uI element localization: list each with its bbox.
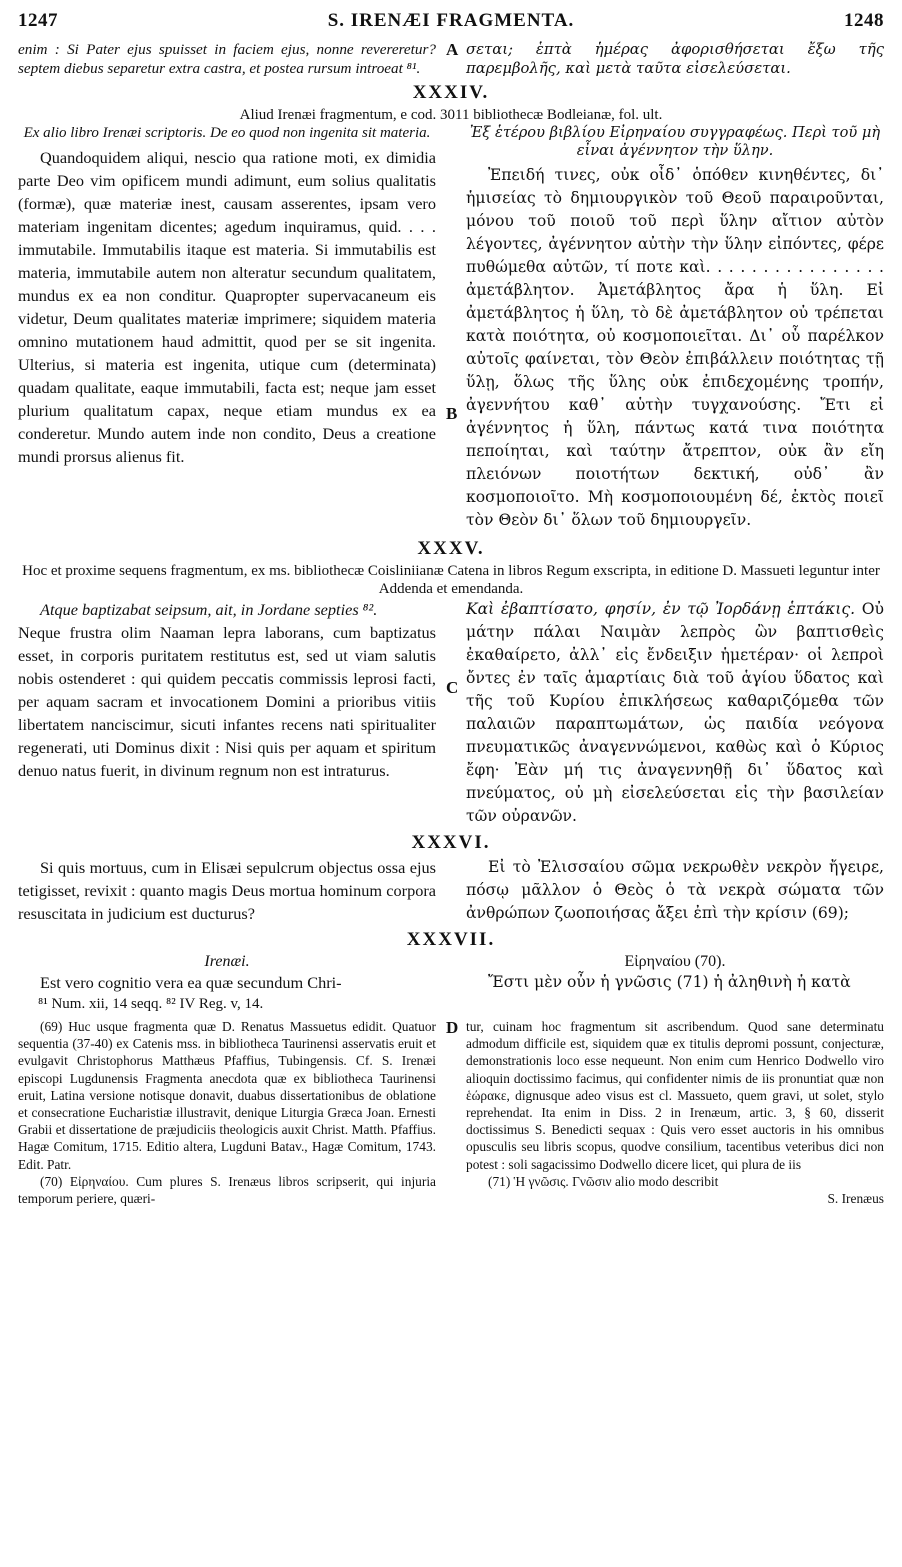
margin-marker-c: C bbox=[446, 678, 459, 697]
margin-marker-b: B bbox=[446, 404, 458, 423]
section-35-greek-lead: Καὶ ἐβαπτίσατο, φησίν, ἐν τῷ Ἰορδάνῃ ἑπτάκις. bbox=[466, 600, 856, 618]
section-35-greek: Οὐ μάτην πάλαι Ναιμὰν λεπρὸς ὢν βαπτισθεὶς ἐκαθαίρετο, ἀλλ᾽ εἰς ἔνδειξιν ἡμετέραν· οἱ λεπροὶ ὄντες ἐν ταῖς ἁμαρτίαις διὰ τοῦ ἁγίου ὕδατος καὶ τῆς τοῦ Κυρίου ἐπικλήσεως καθαριζόμεθα τῶν παλαιῶν παραπτωμάτων, ὡς παιδία νεόγονα πνευματικῶς ἀναγεννώμενοι, καθὼς καὶ ὁ Κύριος ἔφη· Ἐὰν μή τις ἀναγεννηθῇ δι᾽ ὕδατος καὶ πνεύματος, οὐ μὴ εἰσελεύσεται εἰς τὴν βασιλείαν τῶν οὐρανῶν. bbox=[466, 600, 884, 825]
note-71: (71) Ἡ γνῶσις. Γνῶσιν alio modo describit bbox=[488, 1173, 719, 1189]
section-35 bbox=[18, 598, 884, 828]
section-37-latin-head: Irenæi. bbox=[204, 953, 250, 970]
section-37-greek-head: Εἰρηναίου (70). bbox=[624, 953, 726, 970]
section-36-greek: Εἰ τὸ Ἐλισσαίου σῶμα νεκρωθὲν νεκρὸν ἤγειρε, πόσῳ μᾶλλον ὁ Θεὸς ὁ τὰ νεκρὰ σώματα τῶν ἀνθρώπων ζωοποιήσας ἄξει ἐπὶ τὴν κρίσιν (69); bbox=[466, 858, 884, 922]
section-34-number: XXXIV. bbox=[412, 82, 490, 103]
right-page-number: 1248 bbox=[843, 10, 884, 31]
section-35-latin-lead: Atque baptizabat seipsum, ait, in Jordane septies ⁸². bbox=[40, 600, 378, 619]
section-36-latin: Si quis mortuus, cum in Elisæi sepulcrum objectus ossa ejus tetigisset, revixit : quanto magis Deus mortua hominum corpora resuscitata in judicium est ducturus? bbox=[18, 858, 436, 923]
section-37-latin: Est vero cognitio vera ea quæ secundum Chri- bbox=[40, 973, 342, 992]
note-70-continued: tur, cuinam hoc fragmentum sit ascribendum. Quod sane determinatu admodum difficile est, siquidem quæ ex titulis depromi possunt, conjecturæ, demonstrationis loco esse nequeunt. Non enim cum Henrico Dodwello viro alioquin doctissimo facimus, qui confidenter nimis de iis pronuntiat quæ non ἑώρακε, dignusque adeo visus est cl. Massueto, quem gravi, ut solet, stylo reprehendat. Ita enim in Diss. 2 in Irenæum, artic. 3, § 60, disserit doctissimus S. Benedicti sequax : Quis vero esset auctoris in his omnibus opusculis seu libris scopus, quodve consilium, tacentibus veteribus dici non potest : soli sagacissimo Dodwello dicere licet, qui plura de iis bbox=[466, 1019, 884, 1172]
running-title: S. IRENÆI FRAGMENTA. bbox=[327, 10, 575, 31]
section-36 bbox=[18, 856, 884, 925]
left-page-number: 1247 bbox=[18, 10, 58, 31]
section-34-latin: Quandoquidem aliqui, nescio qua ratione moti, ex dimidia parte Deo vim opificem mundi adimunt, eum solius qualitatis (formæ), quæ materiæ inest, causam asserentes, ipsam vero materiam ingenitam dicentes; agedum inquiramus, quid. . . . immutabile. Immutabilis itaque est materia. Si immutabilis est materia, immutabile autem non alteratur secundum qualitatem, mundus ex ea non conditur. Quapropter supervacaneum eis videtur, Deum qualitates materiæ imprimere; siquidem materia omnino mutationem haud admittit, quod per se sit ingenita. Ulterius, si materia est ingenita, utique cum (determinata) quadam qualitate, eaque immutabili, facta est; neque jam esset plurium qualitatum capax, neque etiam mundus ex ea conderetur. Mundo autem inde non condito, Deus a creatione mundi prorsus alienus fit. bbox=[18, 148, 436, 466]
section-35-latin: Neque frustra olim Naaman lepra laborans, cum baptizatus esset, in corporis puritatem restitutus est, sed ut viam salutis nobis ostenderet : qui quidem peccatis commissis leprosi facti, per aquam sacram et invocationem Domini a prioribus vitiis libertatem nanciscimur, sicuti infantes recens nati spiritualiter regenerati, uti Dominus dixit : Nisi quis per aquam et spiritum denuo natus fuerit, in divinum regnum non est intraturus. bbox=[18, 623, 436, 780]
section-35-number: XXXV. bbox=[417, 538, 485, 559]
top-latin: enim : Si Pater ejus spuisset in faciem ejus, nonne revereretur? septem diebus separetur extra castra, et postea rursum introeat ⁸¹. bbox=[18, 41, 436, 77]
section-34-latin-title: Ex alio libro Irenæi scriptoris. De eo quod non ingenita sit materia. bbox=[23, 125, 431, 141]
section-34-source: Aliud Irenæi fragmentum, e cod. 3011 bibliothecæ Bodleianæ, fol. ult. bbox=[239, 107, 663, 123]
section-37 bbox=[18, 953, 884, 994]
section-37-number: XXXVII. bbox=[406, 929, 496, 950]
margin-marker-a: A bbox=[446, 40, 459, 59]
editorial-notes bbox=[18, 1018, 884, 1207]
section-34-greek: Ἐπειδή τινες, οὐκ οἶδ᾽ ὁπόθεν κινηθέντες, δι᾽ ἡμισείας τὸ δημιουργικὸν τοῦ Θεοῦ παραιροῦνται, μόνου τοῦ ποιοῦ τοῦ περὶ ὕλην αἴτιον αὐτὸν λέγοντες, ἀγέννητον αὐτὴν τὴν ὕλην εἰπόντες, φέρε πυθώμεθα αὐτῶν, τί ποτε καὶ. . . . . . . . . . . . . . . . ἀμετάβλητον. Ἀμετάβλητος ἄρα ἡ ὕλη. Εἰ ἀμετάβλητος ἡ ὕλη, τὸ δὲ ἀμετάβλητον οὐ τρέπεται κατὰ ποιότητα, οὐ κοσμοποιεῖται. Δι᾽ οὗ παρέλκον αὐτοῖς φαίνεται, τὸν Θεὸν ἐπιβάλλειν ποιότητας τῇ ὕλῃ, ὅλως τῆς ὕλης οὐκ ἐπιδεχομένης τροπήν, ἀγεννήτου καθ᾽ αὑτὴν τυγχανούσης. Ἔτι εἰ ἀγέννητος ἡ ὕλη, πάντως κατά τινα ποιότητα πεποίηται, καὶ ταύτην ἄτρεπτον, οὐκ ἂν εἴη πλειόνων ποιοτήτων δεκτική, οὐδ᾽ ἂν κοσμοποιοῖτο. Μὴ κοσμοποιουμένη δέ, ἐκτὸς ποιεῖ τὸν Θεὸν δι᾽ ὅλων τοῦ δημιουργεῖν. bbox=[466, 166, 884, 529]
note-69: (69) Huc usque fragmenta quæ D. Renatus Massuetus edidit. Quatuor sequentia (37-40) ex Catenis mss. in bibliotheca Taurinensi asservatis eruit et evulgavit Christophorus Matthæus Pfaffius, Tubingensis. Cf. S. Irenæi episcopi Lugdunensis Fragmenta anecdota quæ ex bibliotheca Taurinensi eruit, Latina versione notisque donavit, duabus dissertationibus de oblatione et consecratione Eucharistiæ illustravit, denique Liturgia Græca Joan. Ernesti Grabii et dissertatione de præjudiciis theologicis auxit Christ. Matth. Pfaffius. Hagæ Comitum, 1715. Editio altera, Lugduni Batav., Hagæ Comitum, 1743. Edit. Patr. bbox=[18, 1019, 436, 1172]
scripture-footnotes: ⁸¹ Num. xii, 14 seqq. ⁸² IV Reg. v, 14. bbox=[38, 996, 264, 1012]
section-35-source: Hoc et proxime sequens fragmentum, ex ms. bibliothecæ Coisliniianæ Catena in libros Regum exscripta, in editione D. Massueti leguntur inter Addenda et emendanda. bbox=[22, 563, 880, 597]
page bbox=[18, 10, 884, 1207]
note-signature: S. Irenæus bbox=[827, 1191, 884, 1207]
section-34 bbox=[18, 124, 884, 532]
top-greek: σεται; ἑπτὰ ἡμέρας ἀφορισθήσεται ἔξω τῆς παρεμβολῆς, καὶ μετὰ ταῦτα εἰσελεύσεται. bbox=[466, 41, 884, 77]
running-header bbox=[18, 10, 884, 40]
top-continuation bbox=[18, 40, 884, 78]
margin-marker-d: D bbox=[446, 1018, 459, 1037]
section-36-number: XXXVI. bbox=[411, 832, 491, 853]
section-34-greek-title: Ἐξ ἑτέρου βιβλίου Εἰρηναίου συγγραφέως. Περὶ τοῦ μὴ εἶναι ἀγέννητον τὴν ὕλην. bbox=[469, 124, 881, 159]
section-37-greek: Ἔστι μὲν οὖν ἡ γνῶσις (71) ἡ ἀληθινὴ ἡ κατὰ bbox=[488, 973, 851, 991]
note-70: (70) Εἰρηναίου. Cum plures S. Irenæus libros scripserit, qui injuria temporum periere, quæri- bbox=[18, 1173, 436, 1207]
